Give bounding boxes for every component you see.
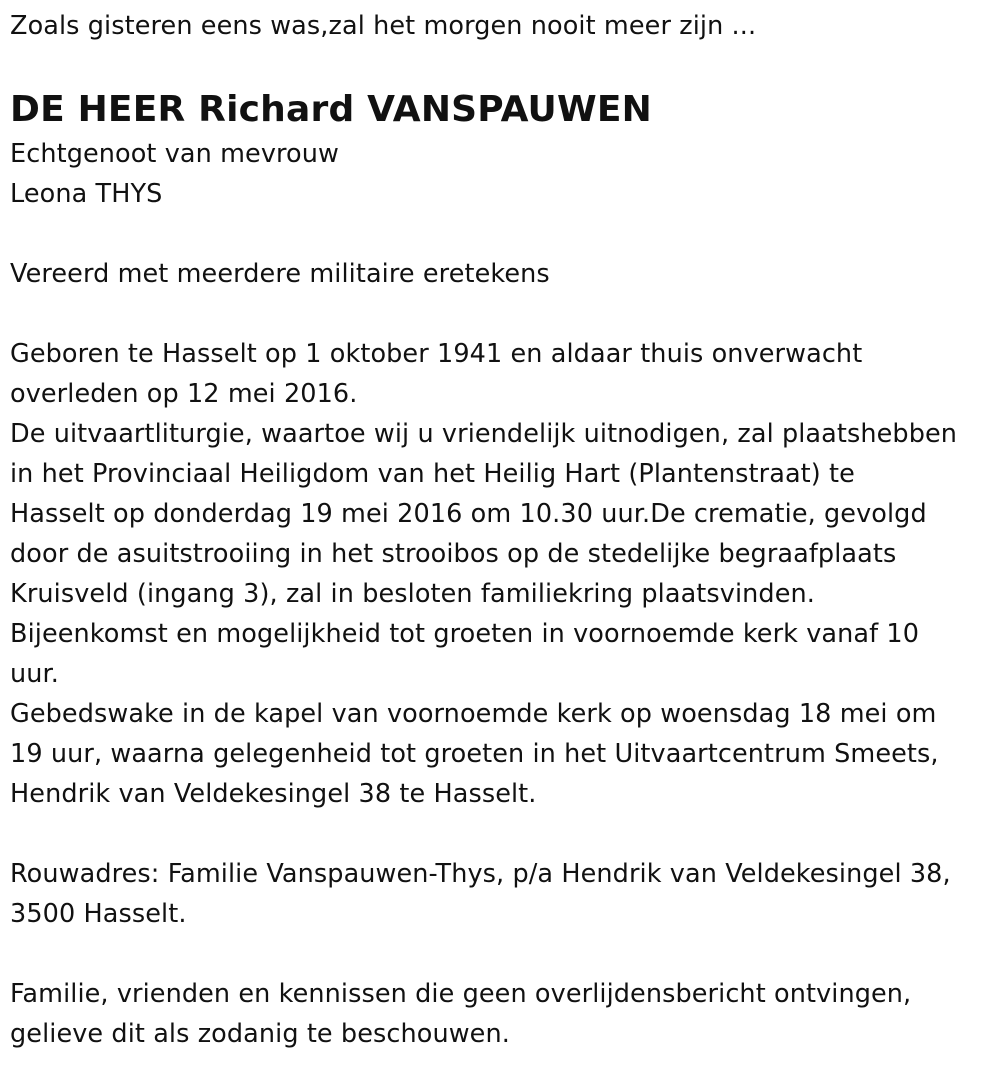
mourning-address — [10, 854, 995, 934]
closing-line: gelieve dit als zodanig te beschouwen. — [10, 1019, 510, 1049]
body-line: uur. — [10, 659, 59, 689]
body-line: Bijeenkomst en mogelijkheid tot groeten in voornoemde kerk vanaf 10 — [10, 619, 920, 649]
spacer — [10, 214, 995, 254]
honors-line: Vereerd met meerdere militaire eretekens — [10, 259, 550, 289]
body-line: Gebedswake in de kapel van voornoemde kerk op woensdag 18 mei om — [10, 699, 937, 729]
notice-title: DE HEER Richard VANSPAUWEN — [10, 89, 652, 130]
body-line: De uitvaartliturgie, waartoe wij u vriendelijk uitnodigen, zal plaatshebben — [10, 419, 958, 449]
address-line: 3500 Hasselt. — [10, 899, 187, 929]
body-line: Kruisveld (ingang 3), zal in besloten familiekring plaatsvinden. — [10, 579, 815, 609]
body-line: in het Provinciaal Heiligdom van het Heilig Hart (Plantenstraat) te — [10, 459, 855, 489]
body-line: Geboren te Hasselt op 1 oktober 1941 en aldaar thuis onverwacht — [10, 339, 863, 369]
closing-line: Familie, vrienden en kennissen die geen overlijdensbericht ontvingen, — [10, 979, 912, 1009]
spacer — [10, 814, 995, 854]
notice-body — [10, 334, 995, 814]
spouse-name: Leona THYS — [10, 179, 163, 209]
body-line: Hendrik van Veldekesingel 38 te Hasselt. — [10, 779, 537, 809]
body-line: overleden op 12 mei 2016. — [10, 379, 358, 409]
spouse-line: Echtgenoot van mevrouw — [10, 139, 339, 169]
body-line: Hasselt op donderdag 19 mei 2016 om 10.30 uur.De crematie, gevolgd — [10, 499, 927, 529]
body-line: 19 uur, waarna gelegenheid tot groeten in het Uitvaartcentrum Smeets, — [10, 739, 939, 769]
spouse-block — [10, 134, 995, 214]
spacer — [10, 934, 995, 974]
body-line: door de asuitstrooiing in het strooibos op de stedelijke begraafplaats — [10, 539, 897, 569]
death-notice — [10, 0, 995, 1054]
closing-note — [10, 974, 995, 1054]
spacer — [10, 294, 995, 334]
address-line: Rouwadres: Familie Vanspauwen-Thys, p/a Hendrik van Veldekesingel 38, — [10, 859, 951, 889]
motto: Zoals gisteren eens was,zal het morgen nooit meer zijn ... — [10, 11, 757, 41]
